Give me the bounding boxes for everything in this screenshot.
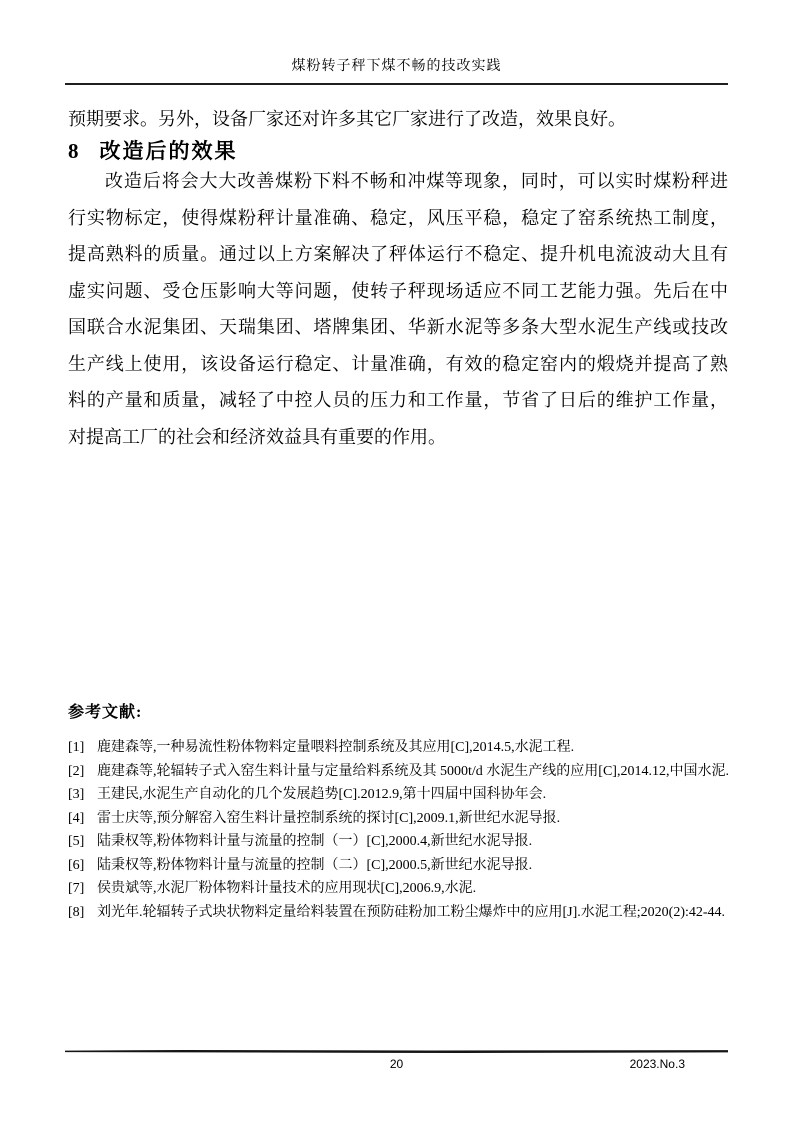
reference-text: 刘光年.轮辐转子式块状物料定量给料装置在预防硅粉加工粉尘爆炸中的应用[J].水泥工程;2020(2):42-44. — [97, 904, 726, 920]
reference-marker: [1] — [68, 740, 85, 755]
reference-item — [68, 760, 758, 784]
paragraph-line: 生产线上使用，该设备运行稳定、计量准确，有效的稳定窑内的煅烧并提高了熟 — [68, 353, 728, 374]
section-heading — [68, 135, 238, 165]
reference-item — [68, 877, 758, 901]
reference-text: 鹿建森等,一种易流性粉体物料定量喂料控制系统及其应用[C],2014.5,水泥工程. — [97, 740, 575, 755]
paragraph-line: 提高熟料的质量。通过以上方案解决了秤体运行不稳定、提升机电流波动大且有 — [68, 244, 728, 264]
reference-marker: [5] — [68, 834, 85, 849]
reference-text: 陆秉权等,粉体物料计量与流量的控制（二）[C],2000.5,新世纪水泥导报. — [97, 857, 533, 873]
issue-label: 2023.No.3 — [629, 1057, 685, 1071]
references-heading: 参考文献: — [68, 704, 143, 721]
footer-rule — [65, 1050, 728, 1053]
references-section — [68, 703, 758, 924]
paragraph-line: 改造后将会大大改善煤粉下料不畅和冲煤等现象，同时，可以实时煤粉秤进 — [105, 171, 728, 191]
reference-item — [68, 807, 758, 831]
reference-item — [68, 736, 758, 760]
reference-text: 陆秉权等,粉体物料计量与流量的控制（一）[C],2000.4,新世纪水泥导报. — [97, 834, 533, 849]
section-number: 8 — [68, 139, 79, 164]
paragraph-line: 行实物标定，使得煤粉秤计量准确、稳定，风压平稳，稳定了窑系统热工制度， — [68, 207, 728, 228]
reference-item — [68, 854, 758, 878]
reference-marker: [3] — [68, 787, 85, 802]
reference-marker: [2] — [68, 763, 85, 779]
reference-marker: [4] — [68, 810, 85, 826]
reference-text: 雷士庆等,预分解窑入窑生料计量控制系统的探讨[C],2009.1,新世纪水泥导报. — [97, 810, 561, 826]
paragraph-line: 料的产量和质量，减轻了中控人员的压力和工作量，节省了日后的维护工作量， — [68, 390, 728, 410]
reference-item — [68, 901, 758, 925]
reference-item — [68, 830, 758, 854]
header-rule — [65, 83, 728, 85]
reference-marker: [7] — [68, 881, 85, 896]
reference-item — [68, 783, 758, 807]
reference-text: 鹿建森等,轮辐转子式入窑生料计量与定量给料系统及其 5000t/d 水泥生产线的应用[C],2014.12,中国水泥. — [97, 763, 729, 779]
paragraph-line: 国联合水泥集团、天瑞集团、塔牌集团、华新水泥等多条大型水泥生产线或技改 — [68, 317, 728, 337]
paragraph-continuation-line: 预期要求。另外，设备厂家还对许多其它厂家进行了改造，效果良好。 — [68, 109, 626, 129]
body-paragraph — [68, 163, 728, 455]
reference-text: 侯贵斌等,水泥厂粉体物料计量技术的应用现状[C],2006.9,水泥. — [97, 881, 477, 896]
section-title: 改造后的效果 — [99, 140, 238, 164]
paragraph-line: 虚实问题、受仓压影响大等问题，使转子秤现场适应不同工艺能力强。先后在中 — [68, 280, 728, 301]
reference-text: 王建民,水泥生产自动化的几个发展趋势[C].2012.9,第十四届中国科协年会. — [97, 787, 547, 802]
paragraph-line: 对提高工厂的社会和经济效益具有重要的作用。 — [68, 426, 446, 447]
reference-marker: [8] — [68, 904, 85, 920]
running-header-title: 煤粉转子秤下煤不畅的技改实践 — [291, 59, 502, 74]
page-number: 20 — [389, 1057, 404, 1071]
reference-marker: [6] — [68, 857, 85, 873]
